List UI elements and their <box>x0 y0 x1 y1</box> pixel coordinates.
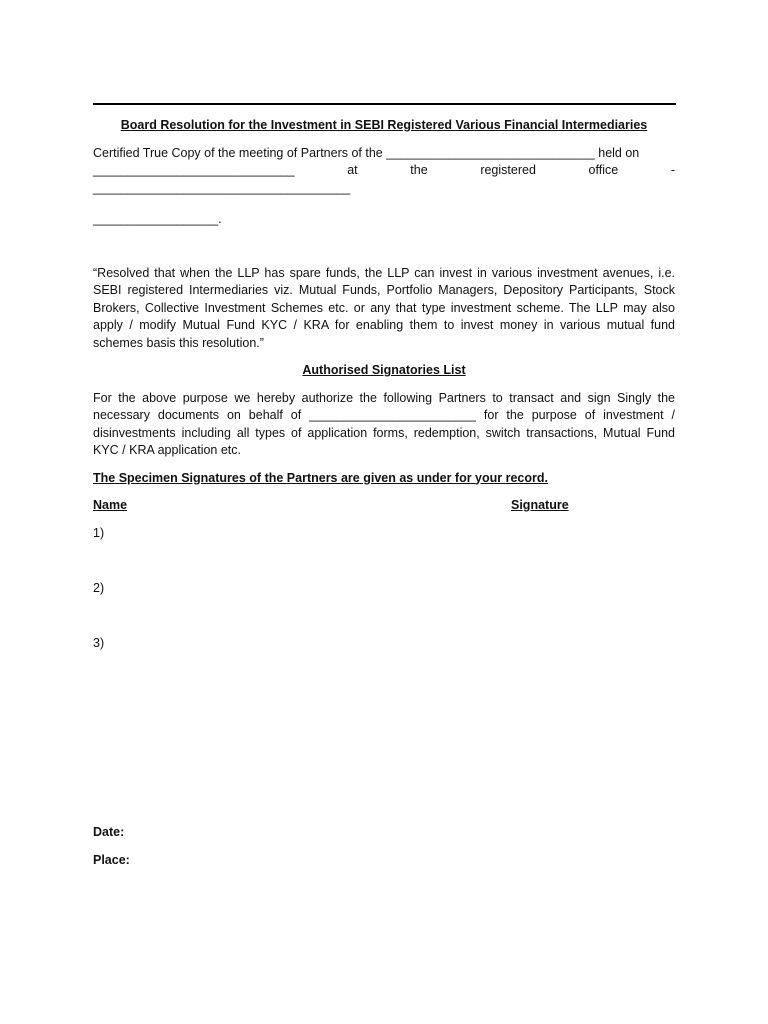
place-label: Place: <box>93 853 130 867</box>
resolution-paragraph: “Resolved that when the LLP has spare funds, the LLP can invest in various investment avenues, i.e. SEBI registered Intermediaries viz. Mutual Funds, Portfolio Managers, Depository Participants, Stock Brokers, Collective Investment Schemes etc. or any that type investment scheme. The LLP may also apply / modify Mutual Fund KYC / KRA for enabling them to invest money in various mutual fund schemes basis this resolution.” <box>93 265 675 350</box>
signatories-heading: Authorised Signatories List <box>302 363 466 377</box>
certified-line-2-part: - <box>670 163 675 177</box>
certified-line-2-part: registered <box>480 163 536 177</box>
authorization-paragraph: For the above purpose we hereby authorize the following Partners to transact and sign Singly the necessary documents on behalf of ________________________ for the purpose of investment / disinvestments including all types of application forms, redemption, switch transactions, Mutual Fund KYC / KRA application etc. <box>93 390 675 457</box>
certified-line-4: __________________. <box>93 212 222 226</box>
document-body <box>93 117 675 653</box>
top-rule <box>93 103 676 105</box>
spacer <box>93 598 675 635</box>
spacer <box>93 229 675 265</box>
certified-line-2-part: office <box>588 163 619 177</box>
spacer <box>93 197 675 211</box>
name-column-header: Name <box>93 498 128 512</box>
spacer <box>93 515 675 525</box>
signatory-row-label: 3) <box>93 636 105 650</box>
signatory-row-label: 2) <box>93 581 105 595</box>
date-label: Date: <box>93 825 125 839</box>
certified-line-1-text: Certified True Copy of the meeting of Partners of the ______________________________ held on <box>93 145 640 160</box>
certified-line-2-part: the <box>410 163 428 177</box>
certified-line-2 <box>93 162 675 180</box>
certified-line-3: _____________________________________ <box>93 180 351 195</box>
signature-table-header <box>93 497 675 515</box>
specimen-heading: The Specimen Signatures of the Partners are given as under for your record. <box>93 470 548 485</box>
signature-column-header: Signature <box>511 498 569 512</box>
spacer <box>93 543 675 580</box>
certified-line-2-part: _____________________________ <box>93 163 295 177</box>
certified-line-1 <box>93 145 675 163</box>
signatory-row-label: 1) <box>93 526 105 540</box>
certified-line-2-part: at <box>347 163 358 177</box>
document-title: Board Resolution for the Investment in SEBI Registered Various Financial Intermediaries <box>120 118 648 132</box>
